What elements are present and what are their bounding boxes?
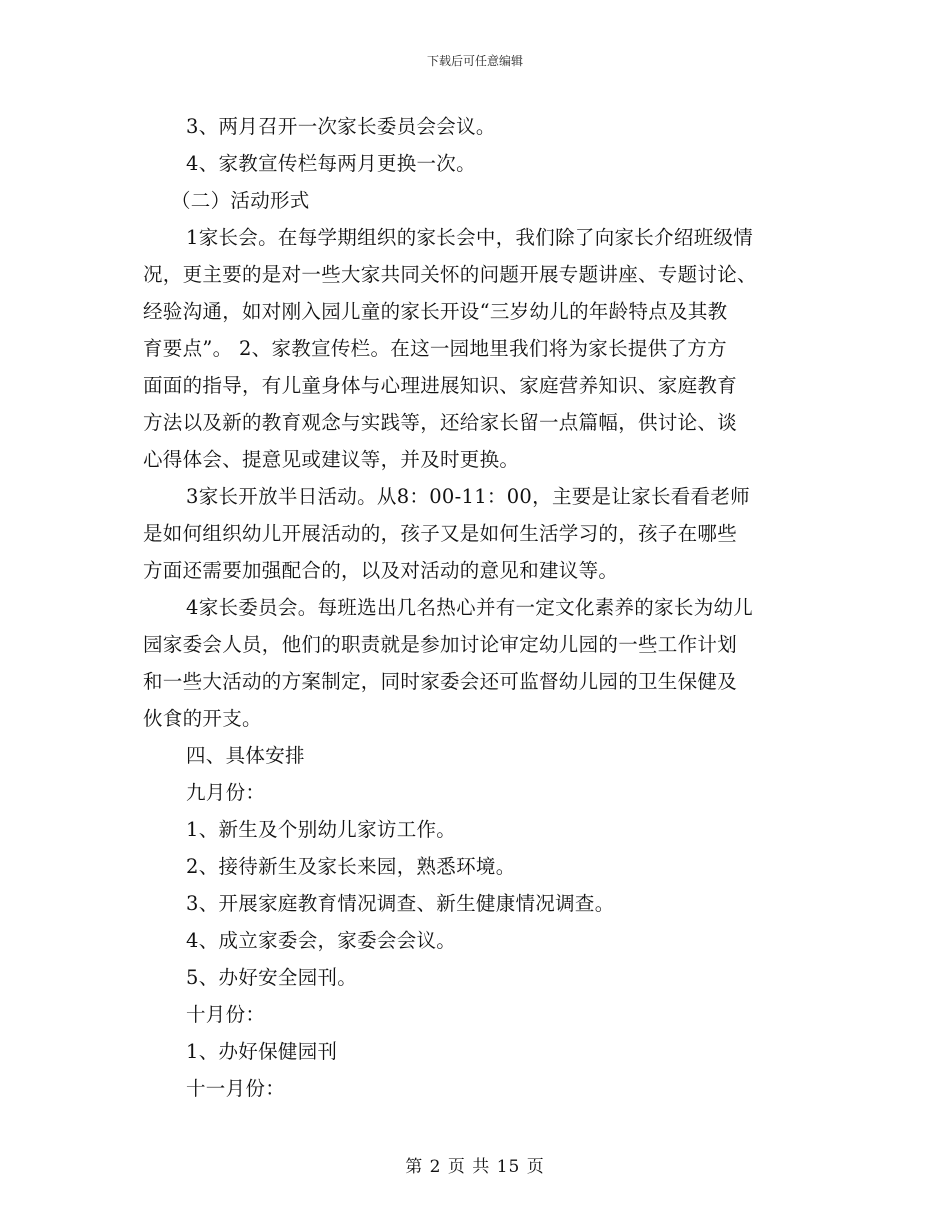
body-line: 方面还需要加强配合的，以及对活动的意见和建议等。 bbox=[143, 559, 619, 582]
body-line: 是如何组织幼儿开展活动的，孩子又是如何生活学习的，孩子在哪些 bbox=[143, 522, 738, 545]
body-line: 面面的指导，有儿童身体与心理进展知识、家庭营养知识、家庭教育 bbox=[143, 374, 738, 397]
body-line: 心得体会、提意见或建议等，并及时更换。 bbox=[143, 448, 520, 471]
body-line: 1家长会。在每学期组织的家长会中，我们除了向家长介绍班级情 bbox=[186, 226, 754, 249]
list-item: 3、开展家庭教育情况调查、新生健康情况调查。 bbox=[186, 892, 615, 915]
month-heading: 十月份： bbox=[186, 1003, 266, 1026]
page-number: 第 2 页 共 15 页 bbox=[405, 1157, 545, 1177]
list-item: 4、成立家委会，家委会会议。 bbox=[186, 929, 457, 952]
section-heading: 四、具体安排 bbox=[186, 744, 305, 767]
body-line: 3家长开放半日活动。从8：00-11：00，主要是让家长看看老师 bbox=[186, 485, 750, 508]
list-item: 2、接待新生及家长来园，熟悉环境。 bbox=[186, 855, 516, 878]
body-line: 经验沟通，如对刚入园儿童的家长开设“三岁幼儿的年龄特点及其教 bbox=[143, 300, 728, 323]
document-body bbox=[143, 108, 808, 1107]
body-line: 园家委会人员，他们的职责就是参加讨论审定幼儿园的一些工作计划 bbox=[143, 633, 738, 656]
body-line: 和一些大活动的方案制定，同时家委会还可监督幼儿园的卫生保健及 bbox=[143, 670, 738, 693]
section-heading: （二）活动形式 bbox=[171, 189, 310, 212]
list-item: 1、新生及个别幼儿家访工作。 bbox=[186, 818, 457, 841]
body-line: 4家长委员会。每班选出几名热心并有一定文化素养的家长为幼儿 bbox=[186, 596, 754, 619]
body-line: 3、两月召开一次家长委员会会议。 bbox=[186, 115, 496, 138]
list-item: 1、办好保健园刊 bbox=[186, 1040, 338, 1063]
header-note: 下载后可任意编辑 bbox=[426, 54, 523, 68]
body-line: 方法以及新的教育观念与实践等，还给家长留一点篇幅，供讨论、谈 bbox=[143, 411, 738, 434]
month-heading: 九月份： bbox=[186, 781, 266, 804]
body-line: 况，更主要的是对一些大家共同关怀的问题开展专题讲座、专题讨论、 bbox=[143, 263, 757, 286]
body-line: 育要点”。 2、家教宣传栏。在这一园地里我们将为家长提供了方方 bbox=[143, 337, 727, 360]
list-item: 5、办好安全园刊。 bbox=[186, 966, 358, 989]
body-line: 伙食的开支。 bbox=[143, 707, 262, 730]
month-heading: 十一月份： bbox=[186, 1077, 286, 1100]
body-line: 4、家教宣传栏每两月更换一次。 bbox=[186, 152, 476, 175]
